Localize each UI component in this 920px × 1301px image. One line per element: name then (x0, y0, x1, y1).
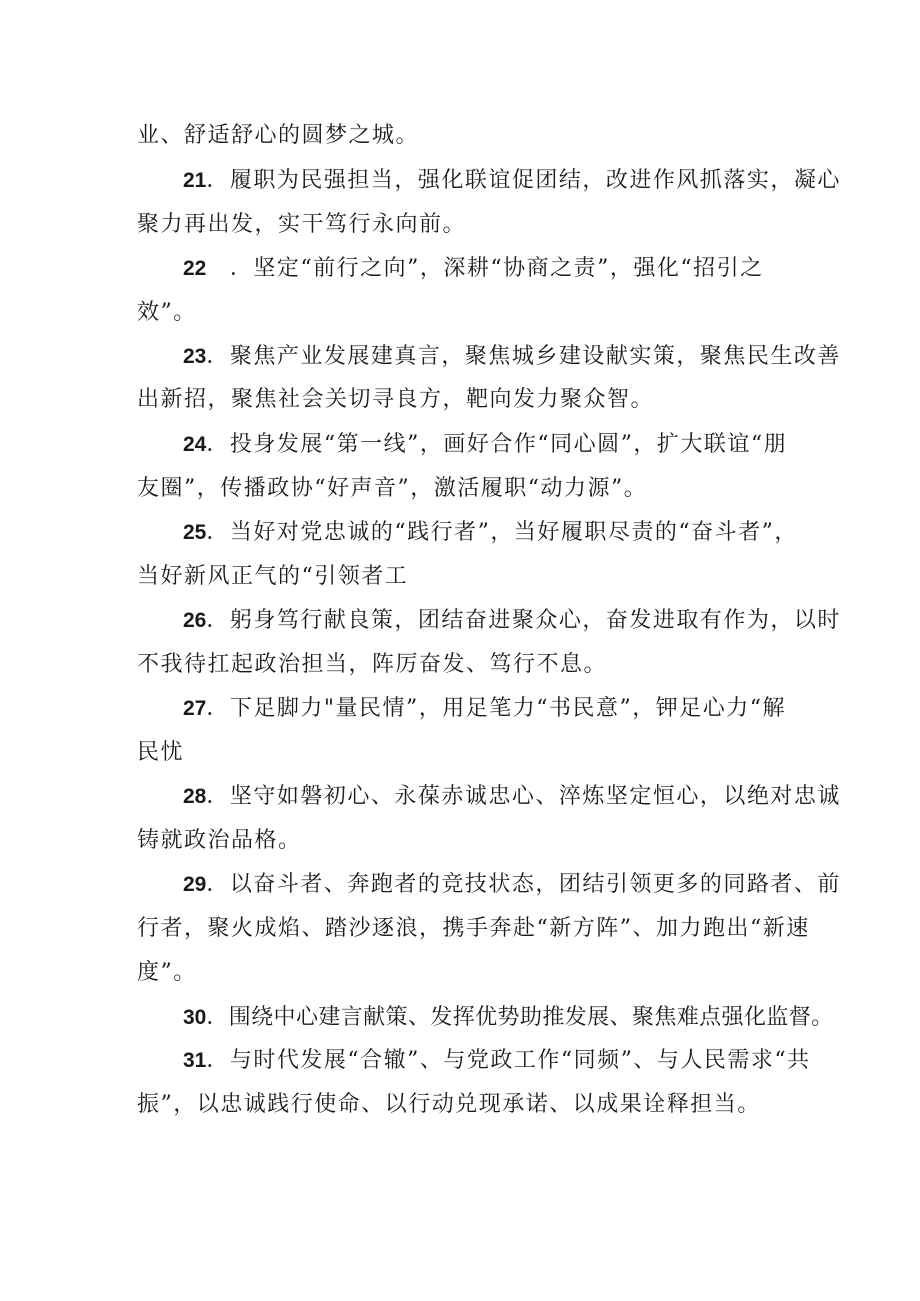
paragraph-23 (183, 342, 843, 372)
paragraph-29-line-2 (137, 914, 810, 944)
paragraph-line: ．聚焦产业发展建真言，聚焦城乡建设献实策，聚焦民生改善 (206, 344, 841, 369)
paragraph-line: 友圈”，传播政协“好声音”，激活履职“动力源”。 (137, 476, 648, 501)
item-number: 22 (183, 257, 207, 280)
paragraph-line: 度”。 (137, 960, 197, 985)
paragraph-21 (183, 166, 843, 196)
paragraph-line: 业、舒适舒心的圆梦之城。 (137, 123, 420, 148)
paragraph-line: 聚力再出发，实干笃行永向前。 (137, 212, 467, 237)
paragraph-25-line-2 (137, 562, 797, 592)
paragraph-continuation (137, 121, 797, 151)
paragraph-line: ．下足脚力"量民情”，用足笔力“书民意”，钾足心力“解 (206, 696, 786, 721)
paragraph-31 (183, 1046, 843, 1076)
item-number: 28 (183, 785, 207, 808)
paragraph-line: 当好新风正气的“引领者工 (137, 564, 409, 589)
paragraph-31-line-2 (137, 1090, 797, 1120)
paragraph-23-line-2 (137, 385, 797, 415)
paragraph-29 (183, 870, 843, 900)
paragraph-line: ．围绕中心建言献策、发挥优势助推发展、聚焦难点强化监督。 (206, 1005, 834, 1030)
paragraph-22-line-2 (137, 298, 797, 328)
item-number: 21 (183, 169, 207, 192)
paragraph-26-line-2 (137, 650, 797, 680)
paragraph-27 (183, 694, 843, 724)
paragraph-line: 民忧 (137, 740, 185, 765)
paragraph-28-line-2 (137, 826, 797, 856)
paragraph-25 (183, 518, 843, 548)
paragraph-21-line-2 (137, 210, 797, 240)
paragraph-24-line-2 (137, 474, 797, 504)
paragraph-30 (183, 1003, 843, 1033)
item-number: 31 (183, 1049, 207, 1072)
paragraph-line: 不我待扛起政治担当，阵厉奋发、笃行不息。 (137, 652, 608, 677)
paragraph-line: ．躬身笃行献良策，团结奋进聚众心，奋发进取有作为，以时 (206, 608, 841, 633)
item-number: 26 (183, 609, 207, 632)
paragraph-line: 铸就政治品格。 (137, 828, 302, 853)
item-number: 24 (183, 433, 207, 456)
paragraph-line: 出新招，聚焦社会关切寻良方，靶向发力聚众智。 (137, 387, 655, 412)
paragraph-line: 效”。 (137, 300, 197, 325)
paragraph-line: ．以奋斗者、奔跑者的竞技状态，团结引领更多的同路者、前 (206, 872, 841, 897)
item-number: 30 (183, 1006, 207, 1029)
item-number: 27 (183, 697, 207, 720)
paragraph-line: ．坚定“前行之向”，深耕“协商之责”，强化“招引之 (206, 256, 764, 281)
item-number: 25 (183, 521, 207, 544)
paragraph-24 (183, 430, 843, 460)
paragraph-line: ．与时代发展“合辙”、与党政工作“同频”、与人民需求“共 (206, 1048, 811, 1073)
paragraph-line: 行者，聚火成焰、踏沙逐浪，携手奔赴“新方阵”、加力跑出“新速 (137, 916, 810, 941)
paragraph-28 (183, 782, 843, 812)
paragraph-27-line-2 (137, 738, 797, 768)
paragraph-line: ．当好对党忠诚的“践行者”，当好履职尽责的“奋斗者”， (206, 520, 798, 545)
item-number: 23 (183, 345, 207, 368)
item-number: 29 (183, 873, 207, 896)
paragraph-26 (183, 606, 843, 636)
paragraph-29-line-3 (137, 958, 797, 988)
paragraph-22 (183, 254, 843, 284)
paragraph-line: 振”，以忠诚践行使命、以行动兑现承诺、以成果诠释担当。 (137, 1092, 761, 1117)
paragraph-line: ．投身发展“第一线”，画好合作“同心圆”，扩大联谊“朋 (206, 432, 788, 457)
paragraph-line: ．履职为民强担当，强化联谊促团结，改进作风抓落实，凝心 (206, 168, 841, 193)
paragraph-line: ．坚守如磐初心、永葆赤诚忠心、淬炼坚定恒心，以绝对忠诚 (206, 784, 841, 809)
